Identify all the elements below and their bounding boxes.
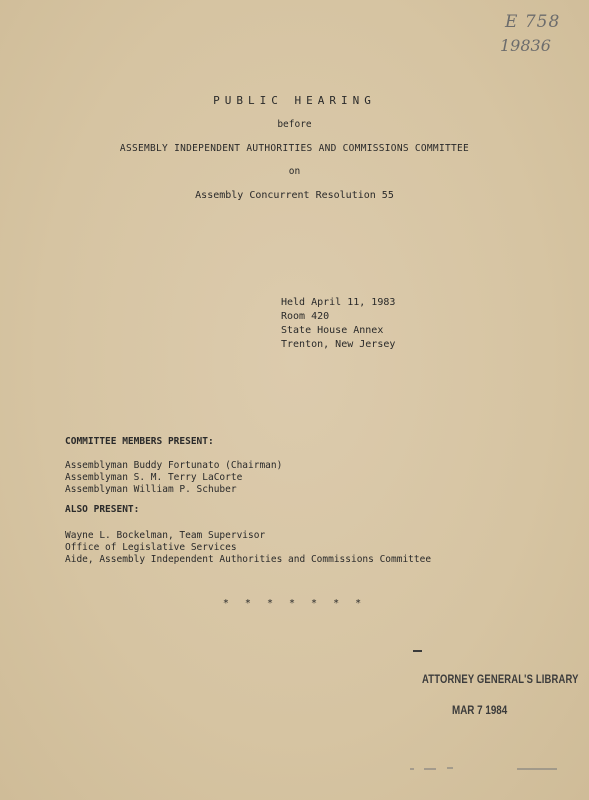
also-present-item: Aide, Assembly Independent Authorities and Commissions Committee bbox=[65, 554, 432, 565]
hearing-date: Held April 11, 1983 bbox=[281, 297, 396, 308]
before-text: before bbox=[277, 119, 312, 130]
mark-dash bbox=[413, 650, 422, 652]
library-stamp: ATTORNEY GENERAL'S LIBRARY bbox=[422, 674, 579, 686]
stamp-date: MAR 7 1984 bbox=[452, 703, 508, 717]
hearing-room: Room 420 bbox=[281, 311, 330, 322]
hearing-building: State House Annex bbox=[281, 325, 384, 336]
committee-name: ASSEMBLY INDEPENDENT AUTHORITIES AND COMMISSIONS COMMITTEE bbox=[119, 143, 470, 154]
also-present-item: Office of Legislative Services bbox=[65, 542, 237, 553]
hearing-city: Trenton, New Jersey bbox=[281, 339, 396, 350]
handwritten-note-2: 19836 bbox=[500, 36, 551, 55]
smudge-mark bbox=[447, 767, 453, 769]
smudge-mark bbox=[410, 768, 414, 770]
resolution-name: Assembly Concurrent Resolution 55 bbox=[195, 190, 394, 201]
member-item: Assemblyman S. M. Terry LaCorte bbox=[65, 472, 243, 483]
member-item: Assemblyman William P. Schuber bbox=[65, 484, 237, 495]
members-heading: COMMITTEE MEMBERS PRESENT: bbox=[65, 436, 214, 447]
handwritten-note-1: E 758 bbox=[505, 12, 561, 32]
member-item: Assemblyman Buddy Fortunato (Chairman) bbox=[65, 460, 283, 471]
also-present-heading: ALSO PRESENT: bbox=[65, 504, 140, 515]
on-text: on bbox=[288, 166, 301, 177]
smudge-mark bbox=[424, 768, 436, 770]
smudge-mark bbox=[517, 768, 557, 770]
also-present-item: Wayne L. Bockelman, Team Supervisor bbox=[65, 530, 266, 541]
separator-stars: * * * * * * * bbox=[222, 598, 367, 609]
document-title: PUBLIC HEARING bbox=[213, 94, 376, 107]
